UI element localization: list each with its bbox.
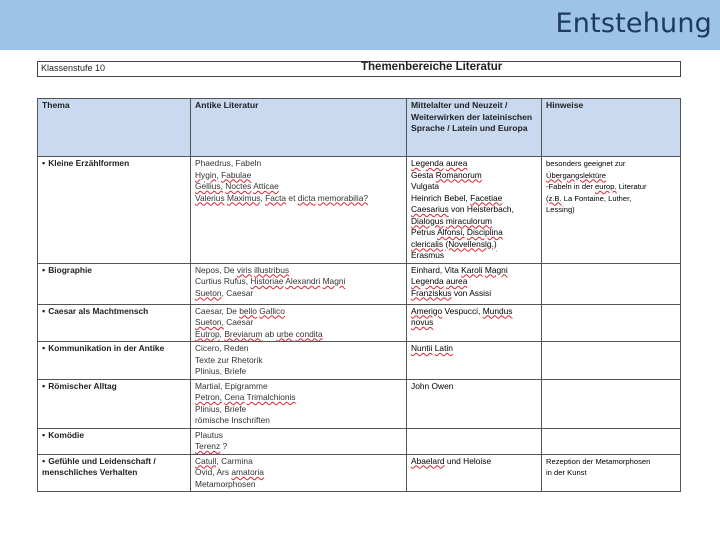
hints-cell	[542, 304, 681, 342]
topic-cell	[38, 157, 191, 264]
bullet-icon: ▪	[42, 305, 46, 316]
medieval-literature-cell	[407, 263, 542, 304]
ancient-literature-cell	[191, 454, 407, 492]
table-header-row	[38, 99, 681, 157]
ancient-literature-cell	[191, 342, 407, 380]
title-bar	[0, 0, 720, 50]
medieval-literature-cell	[407, 379, 542, 428]
cell-line: clericalis (Novellenslg.)	[411, 238, 497, 249]
bullet-icon: ▪	[42, 343, 46, 353]
bullet-icon: ▪	[42, 429, 46, 440]
cell-line: Caesar, De bello Gallico	[195, 305, 285, 316]
column-header-hints: Hinweise	[542, 99, 681, 157]
cell-line: (z.B. La Fontaine, Luther,	[546, 193, 632, 203]
topic-label: Caesar als Machtmensch	[48, 305, 149, 316]
hints-cell	[542, 263, 681, 304]
topic-label: Biographie	[48, 264, 92, 275]
topic-label: Komödie	[48, 429, 85, 440]
bullet-icon: ▪	[42, 455, 46, 466]
grade-label: Klassenstufe 10	[41, 63, 106, 73]
cell-line: Texte zur Rhetorik	[195, 354, 263, 365]
cell-line: Gesta Romanorum	[411, 169, 482, 180]
cell-line: Nepos, De viris illustribus	[195, 264, 290, 275]
cell-line: Valerius Maximus, Facta et dicta memorabilia?	[195, 192, 369, 203]
ancient-literature-cell	[191, 379, 407, 428]
medieval-literature-cell	[407, 304, 542, 342]
cell-line: Erasmus	[411, 250, 445, 260]
topic-label: Kommunikation in der Antike	[48, 343, 165, 353]
cell-line: Rezeption der Metamorphosen	[546, 456, 651, 466]
cell-line: Abaelard und Heloise	[411, 455, 492, 466]
cell-line: in der Kunst	[546, 468, 587, 477]
hints-cell	[542, 454, 681, 492]
ancient-literature-cell	[191, 263, 407, 304]
ancient-literature-cell	[191, 304, 407, 342]
cell-line: Plinius, Briefe	[195, 403, 247, 414]
medieval-literature-cell	[407, 342, 542, 380]
cell-line: Heinrich Bebel, Facetiae	[411, 192, 503, 203]
cell-line: Dialogus miraculorum	[411, 215, 492, 226]
table-row	[38, 428, 681, 454]
document-header	[37, 61, 681, 77]
cell-line: Phaedrus, Fabeln	[195, 158, 262, 168]
cell-line: Plautus	[195, 429, 223, 440]
bullet-icon: ▪	[42, 380, 46, 391]
cell-line: Amerigo Vespucci, Mundus	[411, 305, 513, 316]
topic-cell	[38, 304, 191, 342]
cell-line: Sueton, Caesar	[195, 317, 254, 327]
cell-line: Übergangslektüre	[546, 170, 606, 180]
medieval-literature-cell	[407, 428, 542, 454]
slide-title: Entstehung	[555, 8, 712, 39]
cell-line: Metamorphosen	[195, 478, 256, 489]
cell-line: Ovid, Ars amatoria	[195, 467, 264, 477]
cell-line: Legenda aurea	[411, 276, 468, 286]
cell-line: besonders geeignet zur	[546, 159, 626, 168]
document-title: Themenbereiche Literatur	[361, 61, 503, 73]
cell-line: römische Inschriften	[195, 415, 270, 425]
cell-line: Plinius, Briefe	[195, 366, 247, 376]
ancient-literature-cell	[191, 428, 407, 454]
bullet-icon: ▪	[42, 158, 46, 168]
table-row	[38, 342, 681, 380]
cell-line: Lessing)	[546, 205, 575, 214]
cell-line: Hygin, Fabulae	[195, 169, 252, 180]
cell-line: Petron, Cena Trimalchionis	[195, 392, 296, 402]
topic-label: Gefühle und Leidenschaft / menschliches Verhalten	[42, 455, 156, 477]
hints-cell	[542, 157, 681, 264]
column-header-ancient: Antike Literatur	[191, 99, 407, 157]
cell-line: Eutrop, Breviarum ab urbe condita	[195, 328, 323, 339]
cell-line: -Fabeln in der europ. Literatur	[546, 182, 647, 191]
medieval-literature-cell	[407, 157, 542, 264]
hints-cell	[542, 379, 681, 428]
table-row	[38, 454, 681, 492]
cell-line: Franziskus von Assisi	[411, 287, 492, 298]
topic-cell	[38, 379, 191, 428]
cell-line: Gellius, Noctes Atticae	[195, 181, 279, 191]
table-row	[38, 379, 681, 428]
hints-cell	[542, 342, 681, 380]
bullet-icon: ▪	[42, 264, 46, 275]
cell-line: Martial, Epigramme	[195, 380, 268, 391]
table-row	[38, 157, 681, 264]
table-row	[38, 263, 681, 304]
cell-line: Catull, Carmina	[195, 455, 253, 466]
cell-line: Einhard, Vita Karoli Magni	[411, 264, 508, 275]
cell-line: Terenz ?	[195, 441, 228, 451]
topic-cell	[38, 342, 191, 380]
cell-line: John Owen	[411, 380, 454, 391]
topic-cell	[38, 428, 191, 454]
cell-line: Vulgata	[411, 181, 440, 191]
cell-line: Petrus Alfonsi, Disciplina	[411, 227, 503, 237]
cell-line: Nuntii Latin	[411, 343, 453, 353]
cell-line: novus	[411, 317, 434, 327]
table-row	[38, 304, 681, 342]
literature-table	[37, 98, 681, 492]
medieval-literature-cell	[407, 454, 542, 492]
cell-line: Legenda aurea	[411, 158, 468, 168]
column-header-medieval: Mittelalter und Neuzeit / Weiterwirken der lateinischen Sprache / Latein und Europa	[407, 99, 542, 157]
hints-cell	[542, 428, 681, 454]
topic-cell	[38, 454, 191, 492]
topic-label: Römischer Alltag	[48, 380, 117, 391]
topic-label: Kleine Erzählformen	[48, 158, 130, 168]
topic-cell	[38, 263, 191, 304]
cell-line: Cicero, Reden	[195, 343, 249, 353]
column-header-topic: Thema	[38, 99, 191, 157]
cell-line: Caesarius von Heisterbach,	[411, 204, 514, 214]
cell-line: Sueton, Caesar	[195, 287, 254, 298]
ancient-literature-cell	[191, 157, 407, 264]
cell-line: Curtius Rufus, Historiae Alexandri Magni	[195, 276, 346, 286]
